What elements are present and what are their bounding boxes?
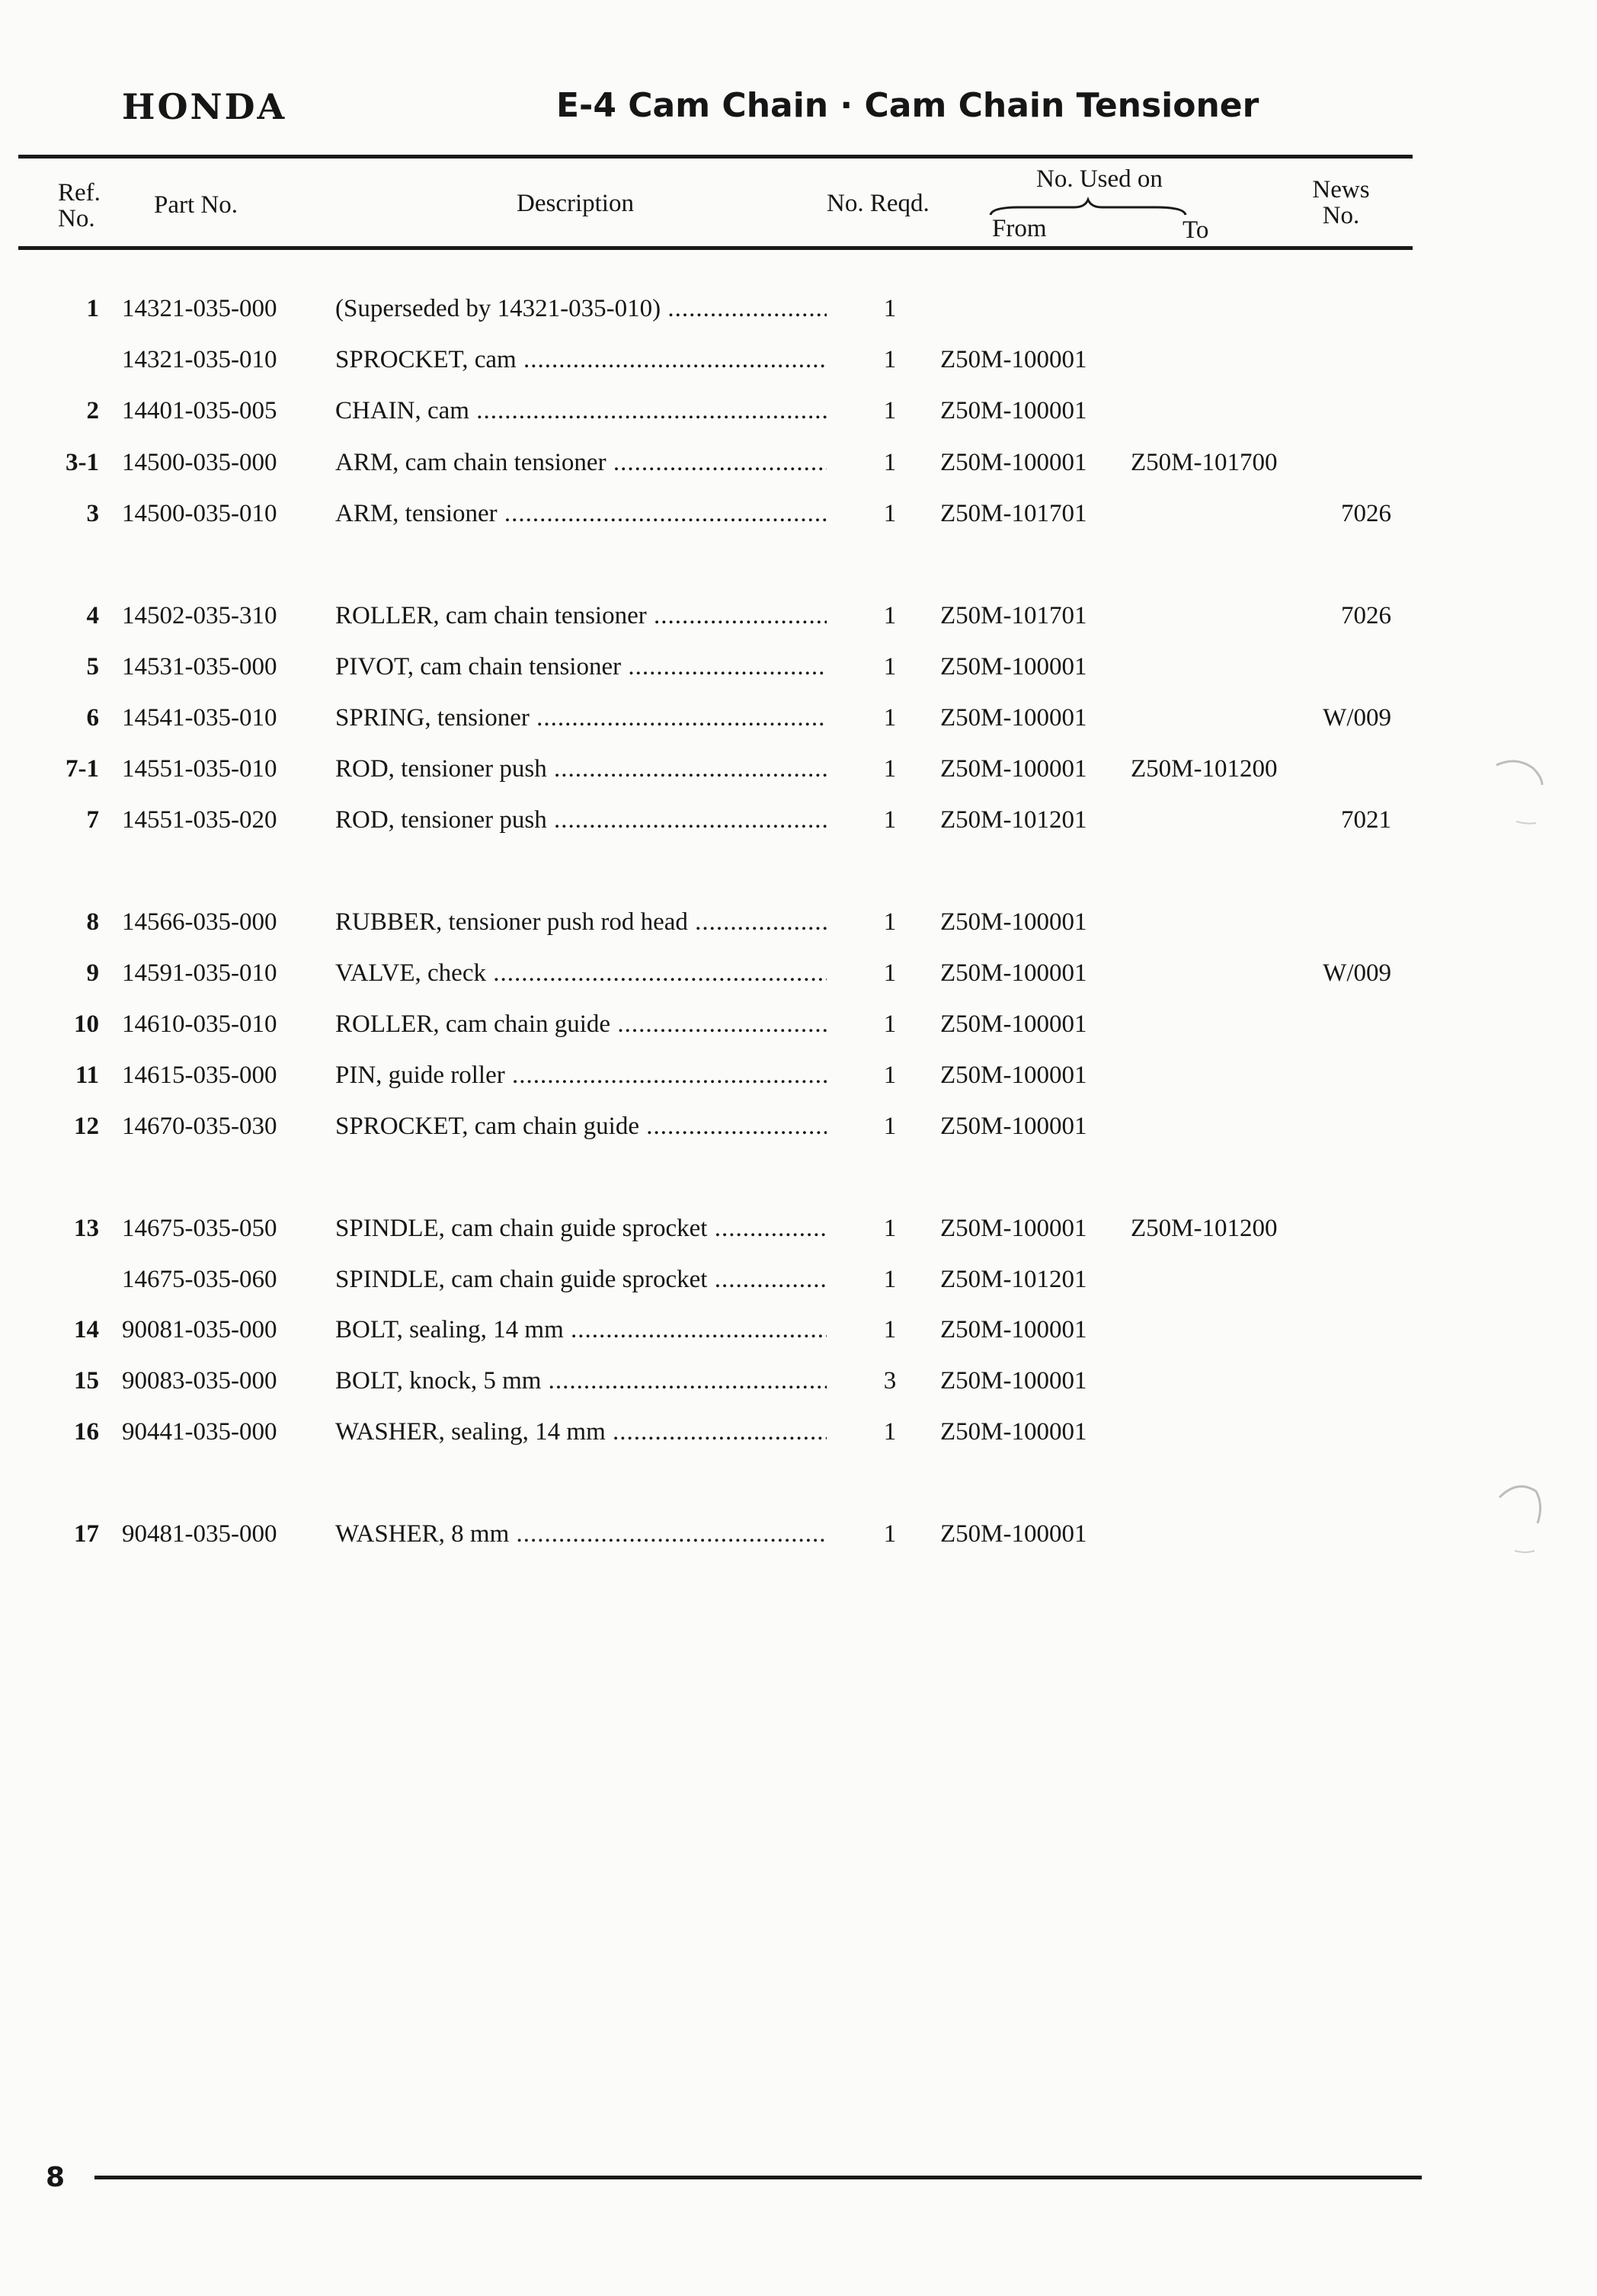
part-description: ARM, cam chain tensioner ..... [335, 444, 827, 482]
table-row [0, 648, 1597, 686]
part-number: 14531-035-000 [122, 653, 277, 680]
col-no-reqd: No. Reqd. [827, 190, 930, 217]
used-on-from: Z50M-101201 [940, 806, 1087, 834]
part-number: 14670-035-030 [122, 1113, 277, 1140]
table-row [0, 1311, 1597, 1349]
part-description: ROD, tensioner push ..... [335, 750, 827, 788]
news-number: 7021 [1341, 806, 1391, 834]
col-ref-line2: No. [58, 205, 95, 232]
scan-mark-upper [1493, 754, 1547, 831]
table-row [0, 954, 1597, 992]
news-number: W/009 [1323, 959, 1391, 987]
table-row [0, 290, 1597, 328]
news-number: 7026 [1341, 500, 1391, 527]
table-row [0, 341, 1597, 379]
quantity-required: 1 [883, 653, 897, 680]
quantity-required: 1 [883, 704, 897, 732]
part-description: ROLLER, cam chain tensioner ..... [335, 597, 827, 635]
ref-number: 9 [86, 959, 99, 987]
part-number: 14610-035-010 [122, 1010, 277, 1038]
table-row [0, 1005, 1597, 1043]
used-on-from: Z50M-100001 [940, 1113, 1087, 1140]
ref-number: 1 [86, 295, 99, 322]
part-number: 14321-035-000 [122, 295, 277, 322]
used-on-from: Z50M-100001 [940, 1316, 1087, 1343]
used-on-from: Z50M-100001 [940, 346, 1087, 373]
part-description: BOLT, knock, 5 mm ..... [335, 1362, 827, 1400]
used-on-from: Z50M-100001 [940, 1062, 1087, 1089]
used-on-from: Z50M-100001 [940, 653, 1087, 680]
quantity-required: 3 [883, 1367, 897, 1395]
part-number: 14541-035-010 [122, 704, 277, 732]
col-no-used-on: No. Used on [1036, 165, 1163, 193]
part-number: 90083-035-000 [122, 1367, 277, 1395]
quantity-required: 1 [883, 295, 897, 322]
table-row [0, 1209, 1597, 1247]
used-on-from: Z50M-100001 [940, 449, 1087, 476]
part-number: 14551-035-020 [122, 806, 277, 834]
ref-number: 7-1 [66, 755, 99, 783]
news-number: 7026 [1341, 602, 1391, 629]
quantity-required: 1 [883, 1520, 897, 1548]
table-row [0, 1362, 1597, 1400]
quantity-required: 1 [883, 1266, 897, 1293]
part-description: ARM, tensioner ..... [335, 495, 827, 533]
part-description: ROD, tensioner push ..... [335, 801, 827, 839]
part-number: 14321-035-010 [122, 346, 277, 373]
col-part-no: Part No. [154, 191, 238, 219]
part-description: SPINDLE, cam chain guide sprocket ..... [335, 1260, 827, 1299]
used-on-from: Z50M-100001 [940, 959, 1087, 987]
part-description: CHAIN, cam ..... [335, 392, 827, 430]
ref-number: 6 [86, 704, 99, 732]
ref-number: 2 [86, 397, 99, 424]
used-on-from: Z50M-101201 [940, 1266, 1087, 1293]
scan-mark-lower [1493, 1475, 1547, 1558]
part-description: ROLLER, cam chain guide ..... [335, 1005, 827, 1043]
part-number: 90481-035-000 [122, 1520, 277, 1548]
table-row [0, 392, 1597, 430]
col-news-line1: News [1312, 176, 1370, 203]
part-number: 14551-035-010 [122, 755, 277, 783]
part-description: SPRING, tensioner ..... [335, 699, 827, 737]
header-top-rule [18, 155, 1413, 159]
quantity-required: 1 [883, 1215, 897, 1242]
used-on-from: Z50M-100001 [940, 397, 1087, 424]
ref-number: 15 [74, 1367, 99, 1395]
col-news-line2: No. [1322, 202, 1360, 229]
page-title: E-4 Cam Chain · Cam Chain Tensioner [556, 86, 1259, 125]
table-row [0, 750, 1597, 788]
ref-number: 17 [74, 1520, 99, 1548]
part-description: WASHER, 8 mm ..... [335, 1515, 827, 1553]
quantity-required: 1 [883, 1418, 897, 1446]
ref-number: 12 [74, 1113, 99, 1140]
ref-number: 7 [86, 806, 99, 834]
part-number: 14401-035-005 [122, 397, 277, 424]
ref-number: 3 [86, 500, 99, 527]
ref-number: 8 [86, 908, 99, 936]
ref-number: 16 [74, 1418, 99, 1446]
part-number: 14675-035-050 [122, 1215, 277, 1242]
used-on-from: Z50M-100001 [940, 1215, 1087, 1242]
quantity-required: 1 [883, 755, 897, 783]
used-on-to: Z50M-101700 [1131, 449, 1278, 476]
part-number: 14615-035-000 [122, 1062, 277, 1089]
part-description: PIVOT, cam chain tensioner ..... [335, 648, 827, 686]
quantity-required: 1 [883, 449, 897, 476]
ref-number: 5 [86, 653, 99, 680]
used-on-from: Z50M-101701 [940, 500, 1087, 527]
part-description: (Superseded by 14321-035-010) ..... [335, 290, 827, 328]
news-number: W/009 [1323, 704, 1391, 732]
table-row [0, 495, 1597, 533]
quantity-required: 1 [883, 397, 897, 424]
table-row [0, 597, 1597, 635]
part-number: 14500-035-010 [122, 500, 277, 527]
part-description: VALVE, check ..... [335, 954, 827, 992]
used-on-from: Z50M-100001 [940, 1010, 1087, 1038]
table-row [0, 801, 1597, 839]
table-row [0, 1515, 1597, 1553]
col-from: From [992, 215, 1047, 242]
header-bottom-rule [18, 246, 1413, 250]
quantity-required: 1 [883, 959, 897, 987]
used-on-from: Z50M-100001 [940, 755, 1087, 783]
brand-logo: HONDA [122, 86, 287, 127]
table-row [0, 903, 1597, 941]
part-description: PIN, guide roller ..... [335, 1056, 827, 1094]
used-on-from: Z50M-100001 [940, 1367, 1087, 1395]
quantity-required: 1 [883, 1010, 897, 1038]
part-number: 90081-035-000 [122, 1316, 277, 1343]
part-description: WASHER, sealing, 14 mm ..... [335, 1413, 827, 1451]
part-number: 14502-035-310 [122, 602, 277, 629]
part-description: BOLT, sealing, 14 mm ..... [335, 1311, 827, 1349]
part-number: 14591-035-010 [122, 959, 277, 987]
part-description: SPROCKET, cam ..... [335, 341, 827, 379]
quantity-required: 1 [883, 1113, 897, 1140]
quantity-required: 1 [883, 500, 897, 527]
quantity-required: 1 [883, 908, 897, 936]
table-row [0, 1107, 1597, 1145]
used-on-from: Z50M-100001 [940, 1520, 1087, 1548]
ref-number: 11 [75, 1062, 99, 1089]
table-row [0, 699, 1597, 737]
table-row [0, 1260, 1597, 1299]
table-row [0, 1413, 1597, 1451]
col-ref-line1: Ref. [58, 179, 101, 207]
quantity-required: 1 [883, 1062, 897, 1089]
quantity-required: 1 [883, 346, 897, 373]
part-description: RUBBER, tensioner push rod head ..... [335, 903, 827, 941]
used-on-from: Z50M-100001 [940, 908, 1087, 936]
part-number: 14566-035-000 [122, 908, 277, 936]
ref-number: 13 [74, 1215, 99, 1242]
page-number: 8 [46, 2162, 66, 2193]
table-row [0, 1056, 1597, 1094]
used-on-to: Z50M-101200 [1131, 755, 1278, 783]
ref-number: 10 [74, 1010, 99, 1038]
col-to: To [1183, 216, 1209, 244]
part-number: 14675-035-060 [122, 1266, 277, 1293]
used-on-from: Z50M-101701 [940, 602, 1087, 629]
table-row [0, 444, 1597, 482]
part-number: 14500-035-000 [122, 449, 277, 476]
used-on-from: Z50M-100001 [940, 1418, 1087, 1446]
ref-number: 3-1 [66, 449, 99, 476]
quantity-required: 1 [883, 806, 897, 834]
quantity-required: 1 [883, 1316, 897, 1343]
part-description: SPROCKET, cam chain guide ..... [335, 1107, 827, 1145]
part-description: SPINDLE, cam chain guide sprocket ..... [335, 1209, 827, 1247]
footer-rule [94, 2176, 1422, 2179]
used-on-to: Z50M-101200 [1131, 1215, 1278, 1242]
used-on-from: Z50M-100001 [940, 704, 1087, 732]
quantity-required: 1 [883, 602, 897, 629]
ref-number: 14 [74, 1316, 99, 1343]
part-number: 90441-035-000 [122, 1418, 277, 1446]
col-description: Description [517, 190, 634, 217]
ref-number: 4 [86, 602, 99, 629]
